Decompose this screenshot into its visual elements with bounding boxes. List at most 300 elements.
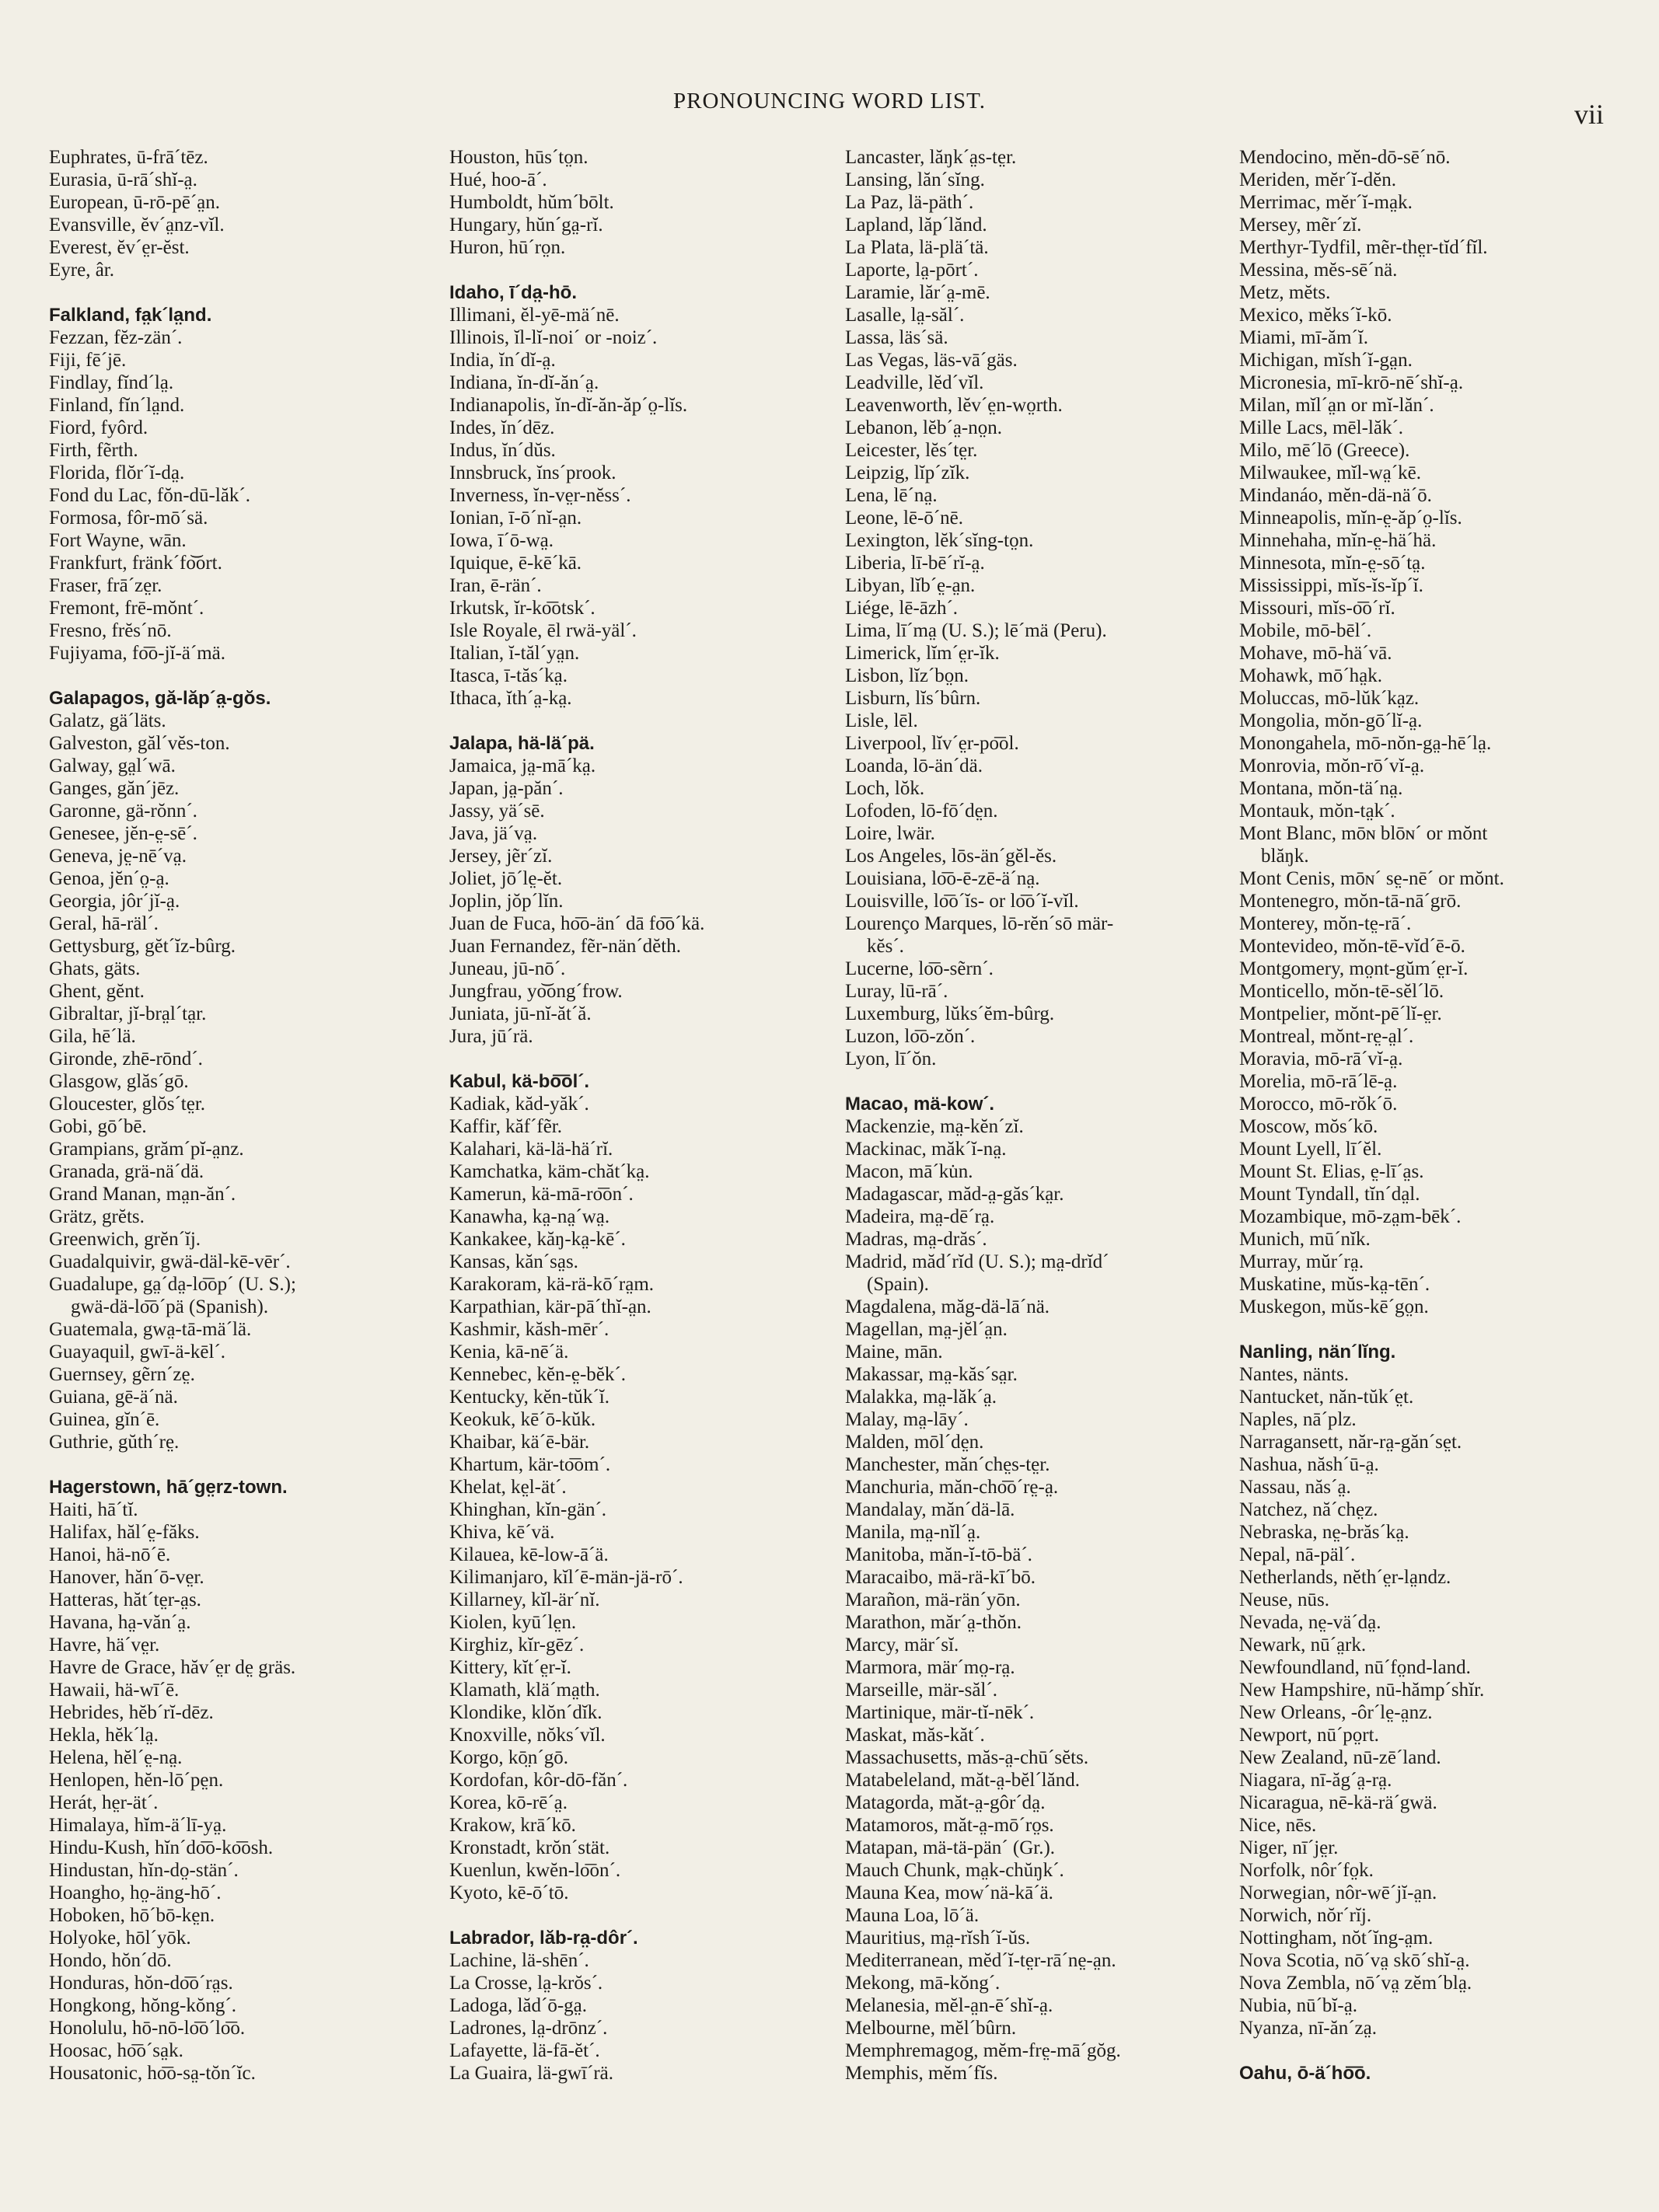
word-entry: Keokuk, kē´ō-kŭk. — [449, 1409, 596, 1430]
word-entry: Morocco, mō-rŏk´ō. — [1239, 1094, 1398, 1115]
word-entry: Ghats, gäts. — [49, 958, 141, 979]
word-entry: Glasgow, glăs´gō. — [49, 1071, 189, 1092]
word-entry: Khiva, kē´vä. — [449, 1522, 555, 1543]
page-number: vii — [1574, 99, 1605, 130]
word-entry: Jamaica, ja̤-mā´ka̤. — [449, 755, 596, 776]
word-entry: Euphrates, ū-frā´tēz. — [49, 147, 208, 168]
word-entry: Nantucket, năn-tŭk´e̤t. — [1239, 1387, 1414, 1408]
word-entry: Iran, ē-rän´. — [449, 575, 542, 596]
word-entry: Hekla, hĕk´la̤. — [49, 1725, 159, 1746]
word-entry: Honolulu, hō-nō-lo͞o´lo͞o. — [49, 2018, 246, 2039]
word-entry: Hebrides, hĕb´rĭ-dēz. — [49, 1702, 214, 1723]
word-entry: Genoa, jĕn´o̤-a̤. — [49, 868, 169, 889]
word-entry: Luzon, lo͞o-zŏn´. — [845, 1026, 976, 1047]
section-head-entry: Idaho, ī´da̤-hō. — [449, 282, 577, 303]
section-gap — [1239, 1318, 1628, 1341]
word-entry: Killarney, kĭl-är´nĭ. — [449, 1589, 600, 1610]
word-entry: Macon, mā´ku̇n. — [845, 1161, 973, 1182]
word-entry: Manchuria, măn-cho͞o´re̤-a̤. — [845, 1477, 1059, 1498]
section-gap — [449, 1048, 838, 1070]
section-gap — [449, 259, 838, 281]
word-entry: Karakoram, kä-rä-kō´ra̤m. — [449, 1274, 655, 1295]
word-entry: Nebraska, ne̤-brăs´ka̤. — [1239, 1522, 1409, 1543]
word-entry: Leadville, lĕd´vĭl. — [845, 372, 984, 393]
word-entry: Mohave, mō-hä´vā. — [1239, 643, 1392, 664]
word-entry: Loanda, lō-än´dä. — [845, 755, 983, 776]
word-entry: Mont Blanc, mōɴ blōɴ´ or mŏnt — [1239, 823, 1488, 844]
word-entry: Nantes, nänts. — [1239, 1364, 1349, 1385]
word-entry: Monticello, mŏn-tē-sĕl´lō. — [1239, 981, 1444, 1002]
word-entry: Monterey, mŏn-te̤-rā´. — [1239, 913, 1412, 934]
word-entry: Marathon, măr´a̤-thŏn. — [845, 1612, 1022, 1633]
section-head-entry: Oahu, ō-ä´ho͞o. — [1239, 2063, 1371, 2084]
word-entry: Formosa, fôr-mō´sä. — [49, 508, 208, 529]
word-entry: Kittery, kĭt´e̤r-ĭ. — [449, 1657, 571, 1678]
word-entry: Newfoundland, nū´fo̤nd-land. — [1239, 1657, 1471, 1678]
word-entry: Gibraltar, jĭ-bra̤l´ta̤r. — [49, 1003, 207, 1024]
word-entry: Fraser, frā´ze̤r. — [49, 575, 162, 596]
word-entry: Nova Scotia, nō´va̤ skō´shĭ-a̤. — [1239, 1950, 1470, 1971]
section-head-entry: Jalapa, hä-lä´pä. — [449, 733, 595, 754]
word-entry: Inverness, ĭn-ve̤r-nĕss´. — [449, 485, 631, 506]
word-entry: Minnesota, mĭn-e̤-sō´ta̤. — [1239, 553, 1426, 574]
word-entry: Marcy, mär´sĭ. — [845, 1635, 959, 1656]
word-entry: Juneau, jū-nō´. — [449, 958, 566, 979]
word-entry: Guinea, gĭn´ē. — [49, 1409, 160, 1430]
word-entry: Mohawk, mō´ha̤k. — [1239, 665, 1382, 686]
word-entry: Mongolia, mŏn-gō´lĭ-a̤. — [1239, 710, 1423, 731]
word-entry: Geneva, je̤-nē´va̤. — [49, 846, 187, 867]
word-entry: Kankakee, kăŋ-ka̤-kē´. — [449, 1229, 626, 1250]
word-entry: Narragansett, năr-ra̤-găn´se̤t. — [1239, 1432, 1462, 1453]
section-head-entry: Falkland, fa̤k´la̤nd. — [49, 305, 212, 326]
word-entry: Niagara, nī-ăg´a̤-ra̤. — [1239, 1770, 1392, 1791]
word-entry: Lapland, lăp´lănd. — [845, 215, 987, 236]
word-entry: Hongkong, hŏng-kŏng´. — [49, 1995, 236, 2016]
word-entry: Ithaca, ĭth´a̤-ka̤. — [449, 688, 572, 709]
word-entry: Lisburn, lĭs´bûrn. — [845, 688, 981, 709]
word-entry: Grampians, grăm´pĭ-a̤nz. — [49, 1139, 244, 1160]
word-entry: Helena, hĕl´e̤-na̤. — [49, 1747, 183, 1768]
word-entry: Joplin, jŏp´lĭn. — [449, 891, 564, 912]
word-entry: Mille Lacs, mēl-lăk´. — [1239, 417, 1404, 438]
word-entry: Juniata, jū-nĭ-ăt´ă. — [449, 1003, 592, 1024]
word-entry: Klamath, klä´ma̤th. — [449, 1680, 600, 1701]
word-entry: Mount Lyell, lī´ĕl. — [1239, 1139, 1382, 1160]
section-head-entry: Galapagos, gă-lăp´a̤-gŏs. — [49, 688, 271, 709]
word-entry: Lasalle, la̤-săl´. — [845, 305, 965, 326]
word-entry: Madeira, ma̤-dē´ra̤. — [845, 1206, 995, 1227]
word-entry: Naples, nā´plz. — [1239, 1409, 1357, 1430]
word-entry: Kalahari, kä-lä-hä´rĭ. — [449, 1139, 613, 1160]
word-entry: Georgia, jôr´jĭ-a̤. — [49, 891, 180, 912]
section-gap — [49, 281, 438, 304]
word-entry: Juan de Fuca, ho͞o-än´ dā fo͞o´kä. — [449, 913, 705, 934]
word-entry: Milo, mē´lō (Greece). — [1239, 440, 1410, 461]
word-entry: Melbourne, mĕl´bûrn. — [845, 2018, 1017, 2039]
word-entry: Kennebec, kĕn-e̤-bĕk´. — [449, 1364, 626, 1385]
word-entry: Hoangho, ho̤-äng-hō´. — [49, 1882, 222, 1903]
word-entry: Manila, ma̤-nĭl´a̤. — [845, 1522, 981, 1543]
word-entry: Liége, lē-āzh´. — [845, 598, 959, 619]
section-head-entry: Macao, mä-kow´. — [845, 1094, 995, 1115]
word-entry: Italian, ĭ-tăl´ya̤n. — [449, 643, 580, 664]
word-entry: Florida, flŏr´ĭ-da̤. — [49, 462, 185, 483]
word-entry: Merrimac, mĕr´ĭ-ma̤k. — [1239, 192, 1413, 213]
word-entry: Fiord, fyôrd. — [49, 417, 148, 438]
word-entry: Lebanon, lĕb´a̤-no̤n. — [845, 417, 1003, 438]
word-entry: Kamerun, kä-mā-ro͞on´. — [449, 1184, 634, 1205]
word-entry: Montenegro, mŏn-tā-nā´grō. — [1239, 891, 1462, 912]
word-entry: Havre, hä´ve̤r. — [49, 1635, 160, 1656]
word-entry: Mobile, mō-bēl´. — [1239, 620, 1372, 641]
word-entry: Mauch Chunk, ma̤k-chŭŋk´. — [845, 1860, 1064, 1881]
word-entry: Kansas, kăn´sa̤s. — [449, 1251, 578, 1272]
word-entry: Fort Wayne, wān. — [49, 530, 187, 551]
word-entry: Leicester, lĕs´te̤r. — [845, 440, 978, 461]
word-entry: Netherlands, nĕth´e̤r-la̤ndz. — [1239, 1567, 1451, 1588]
word-entry: Evansville, ĕv´a̤nz-vĭl. — [49, 215, 225, 236]
word-entry: Monongahela, mō-nŏn-ga̤-hē´la̤. — [1239, 733, 1492, 754]
word-entry: Malakka, ma̤-lăk´a̤. — [845, 1387, 997, 1408]
word-entry: Nubia, nū´bĭ-a̤. — [1239, 1995, 1358, 2016]
word-entry: Fond du Lac, fŏn-dū-lăk´. — [49, 485, 250, 506]
word-entry: Hindustan, hĭn-do̤-stän´. — [49, 1860, 239, 1881]
word-entry: Laporte, la̤-pōrt´. — [845, 260, 979, 281]
word-entry: Loch, lŏk. — [845, 778, 925, 799]
word-entry: Haiti, hā´tĭ. — [49, 1499, 138, 1520]
word-entry: Guthrie, gŭth´re̤. — [49, 1432, 180, 1453]
word-entry: Montreal, mŏnt-re̤-a̤l´. — [1239, 1026, 1414, 1047]
word-entry: Martinique, mär-tĭ-nēk´. — [845, 1702, 1035, 1723]
word-entry: Matamoros, măt-a̤-mō´ro̤s. — [845, 1815, 1054, 1836]
word-entry: Maskat, măs-kăt´. — [845, 1725, 985, 1746]
word-entry: Leipzig, lĭp´zĭk. — [845, 462, 970, 483]
word-entry: Liverpool, lĭv´e̤r-po͞ol. — [845, 733, 1019, 754]
word-entry: Findlay, fĭnd´la̤. — [49, 372, 174, 393]
word-entry: Mauna Loa, lō´ä. — [845, 1905, 980, 1926]
word-entry: Humboldt, hŭm´bōlt. — [449, 192, 614, 213]
word-entry: Illimani, ĕl-yē-mä´nē. — [449, 305, 620, 326]
word-entry: Morelia, mō-rā´lē-a̤. — [1239, 1071, 1398, 1092]
word-entry: Murray, mŭr´ra̤. — [1239, 1251, 1364, 1272]
word-entry: La Crosse, la̤-krŏs´. — [449, 1973, 603, 1994]
word-entry: Ghent, gĕnt. — [49, 981, 145, 1002]
word-entry: Guadalquivir, gwä-däl-kē-vēr´. — [49, 1251, 291, 1272]
word-entry: Kashmir, kăsh-mēr´. — [449, 1319, 609, 1340]
word-entry: Massachusetts, măs-a̤-chū´sĕts. — [845, 1747, 1089, 1768]
word-entry: Metz, mĕts. — [1239, 282, 1331, 303]
word-entry: Kronstadt, krŏn´stät. — [449, 1837, 610, 1858]
word-entry: Marmora, mär´mo̤-ra̤. — [845, 1657, 1015, 1678]
word-entry: Halifax, hăl´e̤-făks. — [49, 1522, 200, 1543]
word-entry: Garonne, gä-rŏnn´. — [49, 801, 197, 822]
word-entry: Limerick, lĭm´e̤r-ĭk. — [845, 643, 1000, 664]
word-entry: Java, jä´va̤. — [449, 823, 538, 844]
word-entry: Genesee, jĕn-e̤-sē´. — [49, 823, 197, 844]
word-entry: Indianapolis, ĭn-dĭ-ăn-ăp´o̤-lĭs. — [449, 395, 688, 416]
word-entry: Korea, kō-rē´a̤. — [449, 1792, 568, 1813]
word-entry: Gobi, gō´bē. — [49, 1116, 147, 1137]
word-entry: Fremont, frē-mŏnt´. — [49, 598, 204, 619]
word-entry: Memphremagog, mĕm-fre̤-mā´gŏg. — [845, 2040, 1121, 2061]
word-entry: Himalaya, hĭm-ä´lī-ya̤. — [49, 1815, 227, 1836]
word-entry: India, ĭn´dĭ-a̤. — [449, 350, 556, 371]
word-entry: Housatonic, ho͞o-sa̤-tŏn´ĭc. — [49, 2063, 256, 2084]
word-entry: Montauk, mŏn-ta̤k´. — [1239, 801, 1395, 822]
word-entry: Havre de Grace, hăv´e̤r de̤ gräs. — [49, 1657, 296, 1678]
word-entry: Merthyr-Tydfil, mẽr-the̤r-tĭd´fĭl. — [1239, 237, 1488, 258]
word-entry: Fujiyama, fo͞o-jĭ-ä´mä. — [49, 643, 226, 664]
word-entry: Lassa, läs´sä. — [845, 327, 948, 348]
word-entry: Hanover, hăn´ō-ve̤r. — [49, 1567, 204, 1588]
word-entry: Meriden, mĕr´ĭ-dĕn. — [1239, 169, 1397, 190]
word-entry: Gettysburg, gĕt´ĭz-bûrg. — [49, 936, 236, 957]
word-entry: Marseille, mär-săl´. — [845, 1680, 997, 1701]
word-entry: (Spain). — [867, 1274, 929, 1295]
word-entry: Neuse, nūs. — [1239, 1589, 1329, 1610]
word-entry: Messina, mĕs-sē´nä. — [1239, 260, 1398, 281]
word-entry: Hoosac, ho͞o´sa̤k. — [49, 2040, 183, 2061]
word-entry: Mediterranean, mĕd´ĭ-te̤r-rā´ne̤-a̤n. — [845, 1950, 1116, 1971]
word-entry: Knoxville, nŏks´vĭl. — [449, 1725, 606, 1746]
word-entry: Louisville, lo͞o´ĭs- or lo͞o´ĭ-vĭl. — [845, 891, 1079, 912]
word-entry: Firth, fẽrth. — [49, 440, 138, 461]
word-entry: Indiana, ĭn-dĭ-ăn´a̤. — [449, 372, 599, 393]
word-entry: Malay, ma̤-lāy´. — [845, 1409, 969, 1430]
word-entry: Havana, ha̤-văn´a̤. — [49, 1612, 191, 1633]
word-entry: Miami, mī-ăm´ĭ. — [1239, 327, 1368, 348]
section-gap — [449, 1904, 838, 1927]
word-entry: Juan Fernandez, fẽr-nän´dĕth. — [449, 936, 681, 957]
word-entry: La Paz, lä-päth´. — [845, 192, 974, 213]
word-entry: Huron, hū´ro̤n. — [449, 237, 566, 258]
word-entry: Kilimanjaro, kĭl´ē-män-jä-rō´. — [449, 1567, 683, 1588]
word-entry: Hoboken, hō´bō-ke̤n. — [49, 1905, 215, 1926]
word-entry: Luxemburg, lŭks´ĕm-bûrg. — [845, 1003, 1055, 1024]
word-entry: Moluccas, mō-lŭk´ka̤z. — [1239, 688, 1420, 709]
word-entry: Milan, mĭl´a̤n or mĭ-lăn´. — [1239, 395, 1434, 416]
word-entry: La Plata, lä-plä´tä. — [845, 237, 989, 258]
word-entry: Matapan, mä-tä-pän´ (Gr.). — [845, 1837, 1056, 1858]
word-entry: Gila, hē´lä. — [49, 1026, 136, 1047]
word-entry: Honduras, hŏn-do͞o´ra̤s. — [49, 1973, 233, 1994]
word-entry: Montevideo, mŏn-tē-vĭd´ē-ō. — [1239, 936, 1465, 957]
word-entry: Lofoden, lō-fō´de̤n. — [845, 801, 998, 822]
word-entry: Geral, hā-räl´. — [49, 913, 159, 934]
word-entry: Liberia, lī-bē´rĭ-a̤. — [845, 553, 985, 574]
word-entry: gwä-dä-lo͞o´pä (Spanish). — [71, 1296, 269, 1317]
word-entry: Norfolk, nôr´fo̤k. — [1239, 1860, 1374, 1881]
section-head-entry: Kabul, kä-bo͞ol´. — [449, 1071, 589, 1092]
word-entry: Kentucky, kĕn-tŭk´ĭ. — [449, 1387, 609, 1408]
word-entry: Lima, lī´ma̤ (U. S.); lē´mä (Peru). — [845, 620, 1107, 641]
word-entry: Jura, jū´rä. — [449, 1026, 533, 1047]
word-entry: Mount St. Elias, e̤-lī´a̤s. — [1239, 1161, 1424, 1182]
word-entry: Niger, nī´je̤r. — [1239, 1837, 1339, 1858]
word-entry: Luray, lū-rā´. — [845, 981, 948, 1002]
word-entry: Henlopen, hĕn-lō´pe̤n. — [49, 1770, 224, 1791]
word-entry: Everest, ĕv´e̤r-ĕst. — [49, 237, 190, 258]
column-4 — [1239, 146, 1628, 2085]
word-entry: Kaffir, kăf´fẽr. — [449, 1116, 562, 1137]
word-entry: Isle Royale, ēl rwä-yäl´. — [449, 620, 637, 641]
word-entry: Grätz, grĕts. — [49, 1206, 145, 1227]
word-entry: Fiji, fē´jē. — [49, 350, 127, 371]
word-entry: Memphis, mĕm´fĭs. — [845, 2063, 998, 2084]
word-entry: Montpelier, mŏnt-pē´lĭ-e̤r. — [1239, 1003, 1442, 1024]
word-entry: Guatemala, gwa̤-tā-mä´lä. — [49, 1319, 252, 1340]
section-gap — [49, 1453, 438, 1476]
word-entry: Krakow, krā´kō. — [449, 1815, 576, 1836]
word-entry: Kenia, kā-nē´ä. — [449, 1342, 569, 1362]
word-entry: Khinghan, kĭn-gän´. — [449, 1499, 607, 1520]
word-entry: Granada, grä-nä´dä. — [49, 1161, 204, 1182]
word-entry: Kiolen, kyū´le̤n. — [449, 1612, 577, 1633]
word-entry: Jersey, jẽr´zĭ. — [449, 846, 553, 867]
word-entry: Fresno, frĕs´nō. — [49, 620, 172, 641]
word-entry: Melanesia, mĕl-a̤n-ē´shĭ-a̤. — [845, 1995, 1053, 2016]
word-entry: Mont Cenis, mōɴ´ se̤-nē´ or mŏnt. — [1239, 868, 1504, 889]
word-entry: Malden, mōl´de̤n. — [845, 1432, 984, 1453]
column-3 — [845, 146, 1234, 2085]
word-entry: Frankfurt, fränk´fo͝ort. — [49, 553, 222, 574]
word-entry: Jungfrau, yo͝ong´frow. — [449, 981, 623, 1002]
word-entry: Manchester, măn´che̤s-te̤r. — [845, 1454, 1050, 1475]
word-entry: New Hampshire, nū-hămp´shĭr. — [1239, 1680, 1485, 1701]
word-entry: Matabeleland, măt-a̤-bĕl´lănd. — [845, 1770, 1080, 1791]
word-entry: Kyoto, kē-ō´tō. — [449, 1882, 569, 1903]
word-entry: Ionian, ī-ō´nĭ-a̤n. — [449, 508, 582, 529]
word-entry: Kamchatka, käm-chăt´ka̤. — [449, 1161, 650, 1182]
word-entry: Galway, ga̤l´wā. — [49, 755, 176, 776]
word-entry: Norwegian, nôr-wē´jĭ-a̤n. — [1239, 1882, 1437, 1903]
word-entry: Lourenço Marques, lō-rĕn´sō mär- — [845, 913, 1114, 934]
word-entry: Kuenlun, kwĕn-lo͞on´. — [449, 1860, 621, 1881]
word-entry: Holyoke, hōl´yōk. — [49, 1928, 191, 1949]
word-entry: Itasca, ī-tăs´ka̤. — [449, 665, 568, 686]
word-entry: Nepal, nā-päl´. — [1239, 1544, 1356, 1565]
word-entry: Mekong, mā-kŏng´. — [845, 1973, 1001, 1994]
word-entry: Iquique, ē-kē´kā. — [449, 553, 582, 574]
word-entry: Gloucester, glŏs´te̤r. — [49, 1094, 206, 1115]
word-entry: Irkutsk, ĭr-ko͞otsk´. — [449, 598, 595, 619]
word-entry: Mersey, mẽr´zĭ. — [1239, 215, 1362, 236]
section-gap — [49, 665, 438, 687]
word-entry: Khelat, ke̤l-ät´. — [449, 1477, 567, 1498]
word-entry: Hanoi, hä-nō´ē. — [49, 1544, 171, 1565]
word-entry: Mandalay, măn´dä-lā. — [845, 1499, 1015, 1520]
word-entry: Marañon, mä-rän´yōn. — [845, 1589, 1021, 1610]
word-entry: Maracaibo, mä-rä-kī´bō. — [845, 1567, 1036, 1588]
word-entry: Japan, ja̤-păn´. — [449, 778, 564, 799]
word-entry: Munich, mū´nĭk. — [1239, 1229, 1371, 1250]
word-entry: Kirghiz, kĭr-gēz´. — [449, 1635, 585, 1656]
word-entry: Guernsey, gẽrn´ze̤. — [49, 1364, 195, 1385]
word-entry: Lucerne, lo͞o-sẽrn´. — [845, 958, 994, 979]
word-entry: Maine, mān. — [845, 1342, 943, 1362]
word-entry: Kanawha, ka̤-na̤´wa̤. — [449, 1206, 610, 1227]
word-entry: Muskegon, mŭs-kē´go̤n. — [1239, 1296, 1429, 1317]
word-entry: Lena, lē´na̤. — [845, 485, 938, 506]
word-entry: Manitoba, măn-ĭ-tō-bä´. — [845, 1544, 1032, 1565]
word-entry: Guiana, gē-ä´nä. — [49, 1387, 178, 1408]
word-entry: Minneapolis, mĭn-e̤-ăp´o̤-lĭs. — [1239, 508, 1462, 529]
word-entry: Nassau, năs´a̤. — [1239, 1477, 1351, 1498]
word-entry: Nevada, ne̤-vä´da̤. — [1239, 1612, 1381, 1633]
word-entry: Khartum, kär-to͞om´. — [449, 1454, 611, 1475]
word-entry: La Guaira, lä-gwī´rä. — [449, 2063, 613, 2084]
word-entry: Lisle, lēl. — [845, 710, 918, 731]
word-entry: Herát, he̤r-ät´. — [49, 1792, 159, 1813]
word-entry: Hawaii, hä-wī´ē. — [49, 1680, 180, 1701]
word-entry: Ladrones, la̤-drōnz´. — [449, 2018, 608, 2039]
word-entry: Los Angeles, lōs-än´gĕl-ĕs. — [845, 846, 1057, 867]
word-entry: Montana, mŏn-tä´na̤. — [1239, 778, 1403, 799]
word-entry: Mindanáo, mĕn-dä-nä´ō. — [1239, 485, 1432, 506]
word-entry: Mackenzie, ma̤-kĕn´zĭ. — [845, 1116, 1024, 1137]
word-entry: Innsbruck, ĭns´prook. — [449, 462, 616, 483]
word-entry: Hatteras, hăt´te̤r-a̤s. — [49, 1589, 201, 1610]
word-entry: Indus, ĭn´dŭs. — [449, 440, 556, 461]
word-entry: Magdalena, măg-dä-lā´nä. — [845, 1296, 1050, 1317]
word-entry: Moravia, mō-rā´vĭ-a̤. — [1239, 1048, 1403, 1069]
word-entry: Illinois, ĭl-lĭ-noi´ or -noiz´. — [449, 327, 658, 348]
word-entry: Nice, nēs. — [1239, 1815, 1317, 1836]
word-entry: Mozambique, mō-za̤m-bēk´. — [1239, 1206, 1462, 1227]
word-entry: Kordofan, kôr-dō-făn´. — [449, 1770, 628, 1791]
word-entry: Mauritius, ma̤-rĭsh´ĭ-ŭs. — [845, 1928, 1031, 1949]
column-2 — [449, 146, 838, 2085]
word-entry: Monrovia, mŏn-rō´vĭ-a̤. — [1239, 755, 1425, 776]
word-entry: Lansing, lăn´sĭng. — [845, 169, 985, 190]
word-entry: Hungary, hŭn´ga̤-rĭ. — [449, 215, 603, 236]
word-entry: Madagascar, măd-a̤-găs´ka̤r. — [845, 1184, 1064, 1205]
word-entry: Gironde, zhē-rōnd´. — [49, 1048, 203, 1069]
word-entry: Galatz, gä´läts. — [49, 710, 166, 731]
column-1 — [49, 146, 438, 2085]
word-entry: Libyan, lĭb´e̤-a̤n. — [845, 575, 976, 596]
word-entry: New Orleans, -ôr´le̤-a̤nz. — [1239, 1702, 1433, 1723]
word-entry: blăŋk. — [1261, 846, 1309, 867]
word-entry: Lafayette, lä-fā-ĕt´. — [449, 2040, 600, 2061]
word-entry: Indes, ĭn´dēz. — [449, 417, 555, 438]
word-entry: Newark, nū´a̤rk. — [1239, 1635, 1367, 1656]
word-entry: Kilauea, kē-low-ā´ä. — [449, 1544, 609, 1565]
word-entry: Leone, lē-ō´nē. — [845, 508, 964, 529]
word-entry: Laramie, lăr´a̤-mē. — [845, 282, 990, 303]
word-entry: Lexington, lĕk´sĭng-to̤n. — [845, 530, 1034, 551]
word-entry: Louisiana, lo͞o-ē-zē-ä´na̤. — [845, 868, 1040, 889]
word-entry: Guayaquil, gwī-ä-kēl´. — [49, 1342, 226, 1362]
word-entry: Lachine, lä-shēn´. — [449, 1950, 589, 1971]
word-entry: kĕs´. — [867, 936, 904, 957]
word-entry: Nicaragua, nē-kä-rä´gwä. — [1239, 1792, 1437, 1813]
word-entry: Lancaster, lăŋk´a̤s-te̤r. — [845, 147, 1017, 168]
word-entry: Milwaukee, mĭl-wa̤´kē. — [1239, 462, 1421, 483]
word-entry: Hué, hoo-ā´. — [449, 169, 547, 190]
word-entry: Mount Tyndall, tĭn´da̤l. — [1239, 1184, 1420, 1205]
word-entry: Nashua, năsh´ū-a̤. — [1239, 1454, 1379, 1475]
word-entry: Muskatine, mŭs-ka̤-tēn´. — [1239, 1274, 1430, 1295]
word-entry: Lisbon, lĭz´bo̤n. — [845, 665, 969, 686]
word-entry: Magellan, ma̤-jĕl´a̤n. — [845, 1319, 1008, 1340]
word-entry: Jassy, yä´sē. — [449, 801, 545, 822]
word-entry: Eurasia, ū-rā´shĭ-a̤. — [49, 169, 197, 190]
word-entry: Mississippi, mĭs-ĭs-ĭp´ĭ. — [1239, 575, 1423, 596]
word-entry: Montgomery, mo̤nt-gŭm´e̤r-ĭ. — [1239, 958, 1469, 979]
word-entry: Leavenworth, lĕv´e̤n-wo̤rth. — [845, 395, 1063, 416]
